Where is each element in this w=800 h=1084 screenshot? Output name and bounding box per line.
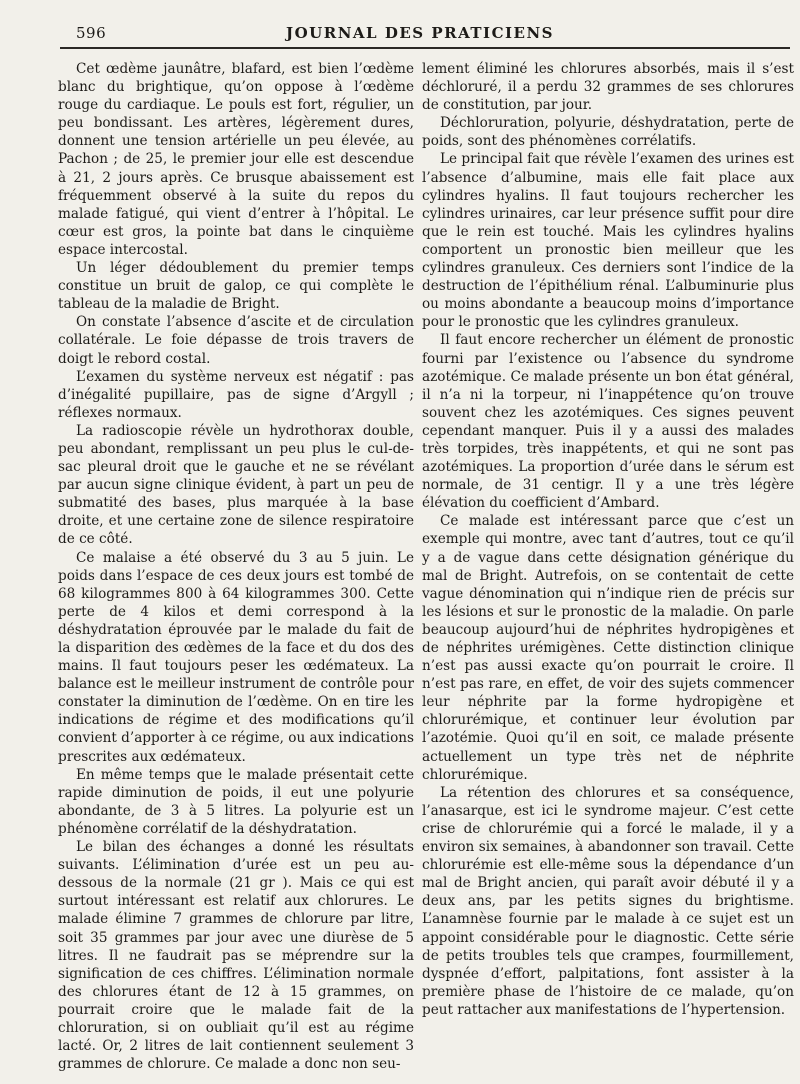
paragraph: Déchloruration, polyurie, déshydratation, perte de poids, sont des phénomènes corrélatifs. bbox=[422, 115, 794, 150]
paragraph: L’examen du système nerveux est négatif : pas d’inégalité pupillaire, pas de signe d’Argyll ; réflexes normaux. bbox=[58, 368, 414, 421]
header-rule bbox=[60, 47, 790, 49]
paragraph: Le bilan des échanges a donné les résultats suivants. L’élimination d’urée est un peu au-dessous de la normale (21 gr ). Mais ce qui est surtout intéressant est relatif aux chlorures. Le malade élimine 7 grammes de chlorure par litre, soit 35 grammes par jour avec une diurèse de 5 litres. Il ne faudrait pas se méprendre sur la signification de ces chiffres. L’élimination normale des chlorures étant de 12 à 15 grammes, on pourrait croire que le malade fait de la chloruration, si on oubliait qu’il est au régime lacté. Or, 2 litres de lait contiennent seulement 3 grammes de chlorure. Ce malade a donc non seu- bbox=[58, 839, 414, 1073]
paragraph: En même temps que le malade présentait cette rapide diminution de poids, il eut une polyurie abondante, de 3 à 5 litres. La polyurie est un phénomène corrélatif de la déshydratation. bbox=[58, 766, 414, 837]
right-column bbox=[422, 60, 794, 1078]
paragraph: On constate l’absence d’ascite et de circulation collatérale. Le foie dépasse de trois travers de doigt le rebord costal. bbox=[58, 314, 414, 367]
paragraph-continued: lement éliminé les chlorures absorbés, mais il s’est déchloruré, il a perdu 32 grammes de ses chlorures de constitution, par jour. bbox=[422, 61, 794, 114]
paragraph: Le principal fait que révèle l’examen des urines est l’absence d’albumine, mais elle fait place aux cylindres hyalins. Il faut toujours rechercher les cylindres urinaires, car leur présence suffit pour dire que le rein est touché. Mais les cylindres hyalins comportent un pronostic bien meilleur que les cylindres granuleux. Ces derniers sont l’indice de la destruction de l’épithélium rénal. L’albuminurie plus ou moins abondante a beaucoup moins d’importance pour le pronostic que les cylindres granuleux. bbox=[422, 151, 794, 331]
paragraph: Il faut encore rechercher un élément de pronostic fourni par l’existence ou l’absence du syndrome azotémique. Ce malade présente un bon état général, il n’a ni la torpeur, ni l’inappétence qu’on trouve souvent chez les azotémiques. Ces signes peuvent cependant manquer. Puis il y a aussi des malades très torpides, très inappétents, et qui ne sont pas azotémiques. La proportion d’urée dans le sérum est normale, de 31 centigr. Il y a une très légère élévation du coefficient d’Ambard. bbox=[422, 332, 794, 512]
paragraph: Ce malade est intéressant parce que c’est un exemple qui montre, avec tant d’autres, tout ce qu’il y a de vague dans cette désignation générique du mal de Bright. Autrefois, on se contentait de cette vague dénomination qui n’indique rien de précis sur les lésions et sur le pronostic de la maladie. On parle beaucoup aujourd’hui de néphrites hydropigènes et de néphrites urémigènes. Cette distinction clinique n’est pas aussi exacte qu’on pourrait le croire. Il n’est pas rare, en effet, de voir des sujets commencer leur néphrite par la forme hydropigène et chlorurémique, et continuer leur évolution par l’azotémie. Quoi qu’il en soit, ce malade présente actuellement un type très net de néphrite chlorurémique. bbox=[422, 513, 794, 783]
paragraph: Un léger dédoublement du premier temps constitue un bruit de galop, ce qui complète le tableau de la maladie de Bright. bbox=[58, 260, 414, 313]
page-number: 596 bbox=[76, 24, 107, 42]
paragraph: Ce malaise a été observé du 3 au 5 juin. Le poids dans l’espace de ces deux jours est tombé de 68 kilogrammes 800 à 64 kilogrammes 300. Cette perte de 4 kilos et demi correspond à la déshydratation éprouvée par le malade du fait de la disparition des œdèmes de la face et du dos des mains. Il faut toujours peser les œdémateux. La balance est le meilleur instrument de contrôle pour constater la diminution de l’œdème. On en tire les indications de régime et des modifications qu’il convient d’apporter à ce régime, ou aux indications prescrites aux œdémateux. bbox=[58, 549, 414, 765]
left-column bbox=[58, 60, 414, 1078]
paragraph: Cet œdème jaunâtre, blafard, est bien l’œdème blanc du brightique, qu’on oppose à l’œdème rouge du cardiaque. Le pouls est fort, régulier, un peu bondissant. Les artères, légèrement dures, donnent une tension artérielle un peu élevée, au Pachon ; de 25, le premier jour elle est descendue à 21, 2 jours après. Ce brusque abaissement est fréquemment observé à la suite du repos du malade fatigué, qui vient d’entrer à l’hôpital. Le cœur est gros, la pointe bat dans le cinquième espace intercostal. bbox=[58, 61, 414, 258]
paragraph: La rétention des chlorures et sa conséquence, l’anasarque, est ici le syndrome majeur. C’est cette crise de chlorurémie qui a forcé le malade, il y a environ six semaines, à abandonner son travail. Cette chlorurémie est elle-même sous la dépendance d’un mal de Bright ancien, qui paraît avoir débuté il y a deux ans, par les petits signes du brightisme. L’anamnèse fournie par le malade à ce sujet est un appoint considérable pour le diagnostic. Cette série de petits troubles tels que crampes, fourmillement, dyspnée d’effort, palpitations, font assister à la première phase de l’histoire de ce malade, qu’on peut rattacher aux manifestations de l’hypertension. bbox=[422, 784, 794, 1018]
journal-title: JOURNAL DES PRATICIENS bbox=[286, 24, 554, 42]
running-header bbox=[60, 14, 780, 50]
paragraph: La radioscopie révèle un hydrothorax double, peu abondant, remplissant un peu plus le cul-de-sac pleural droit que le gauche et ne se révélant par aucun signe clinique évident, à part un peu de submatité des bases, plus marquée à la base droite, et une certaine zone de silence respiratoire de ce côté. bbox=[58, 422, 414, 548]
